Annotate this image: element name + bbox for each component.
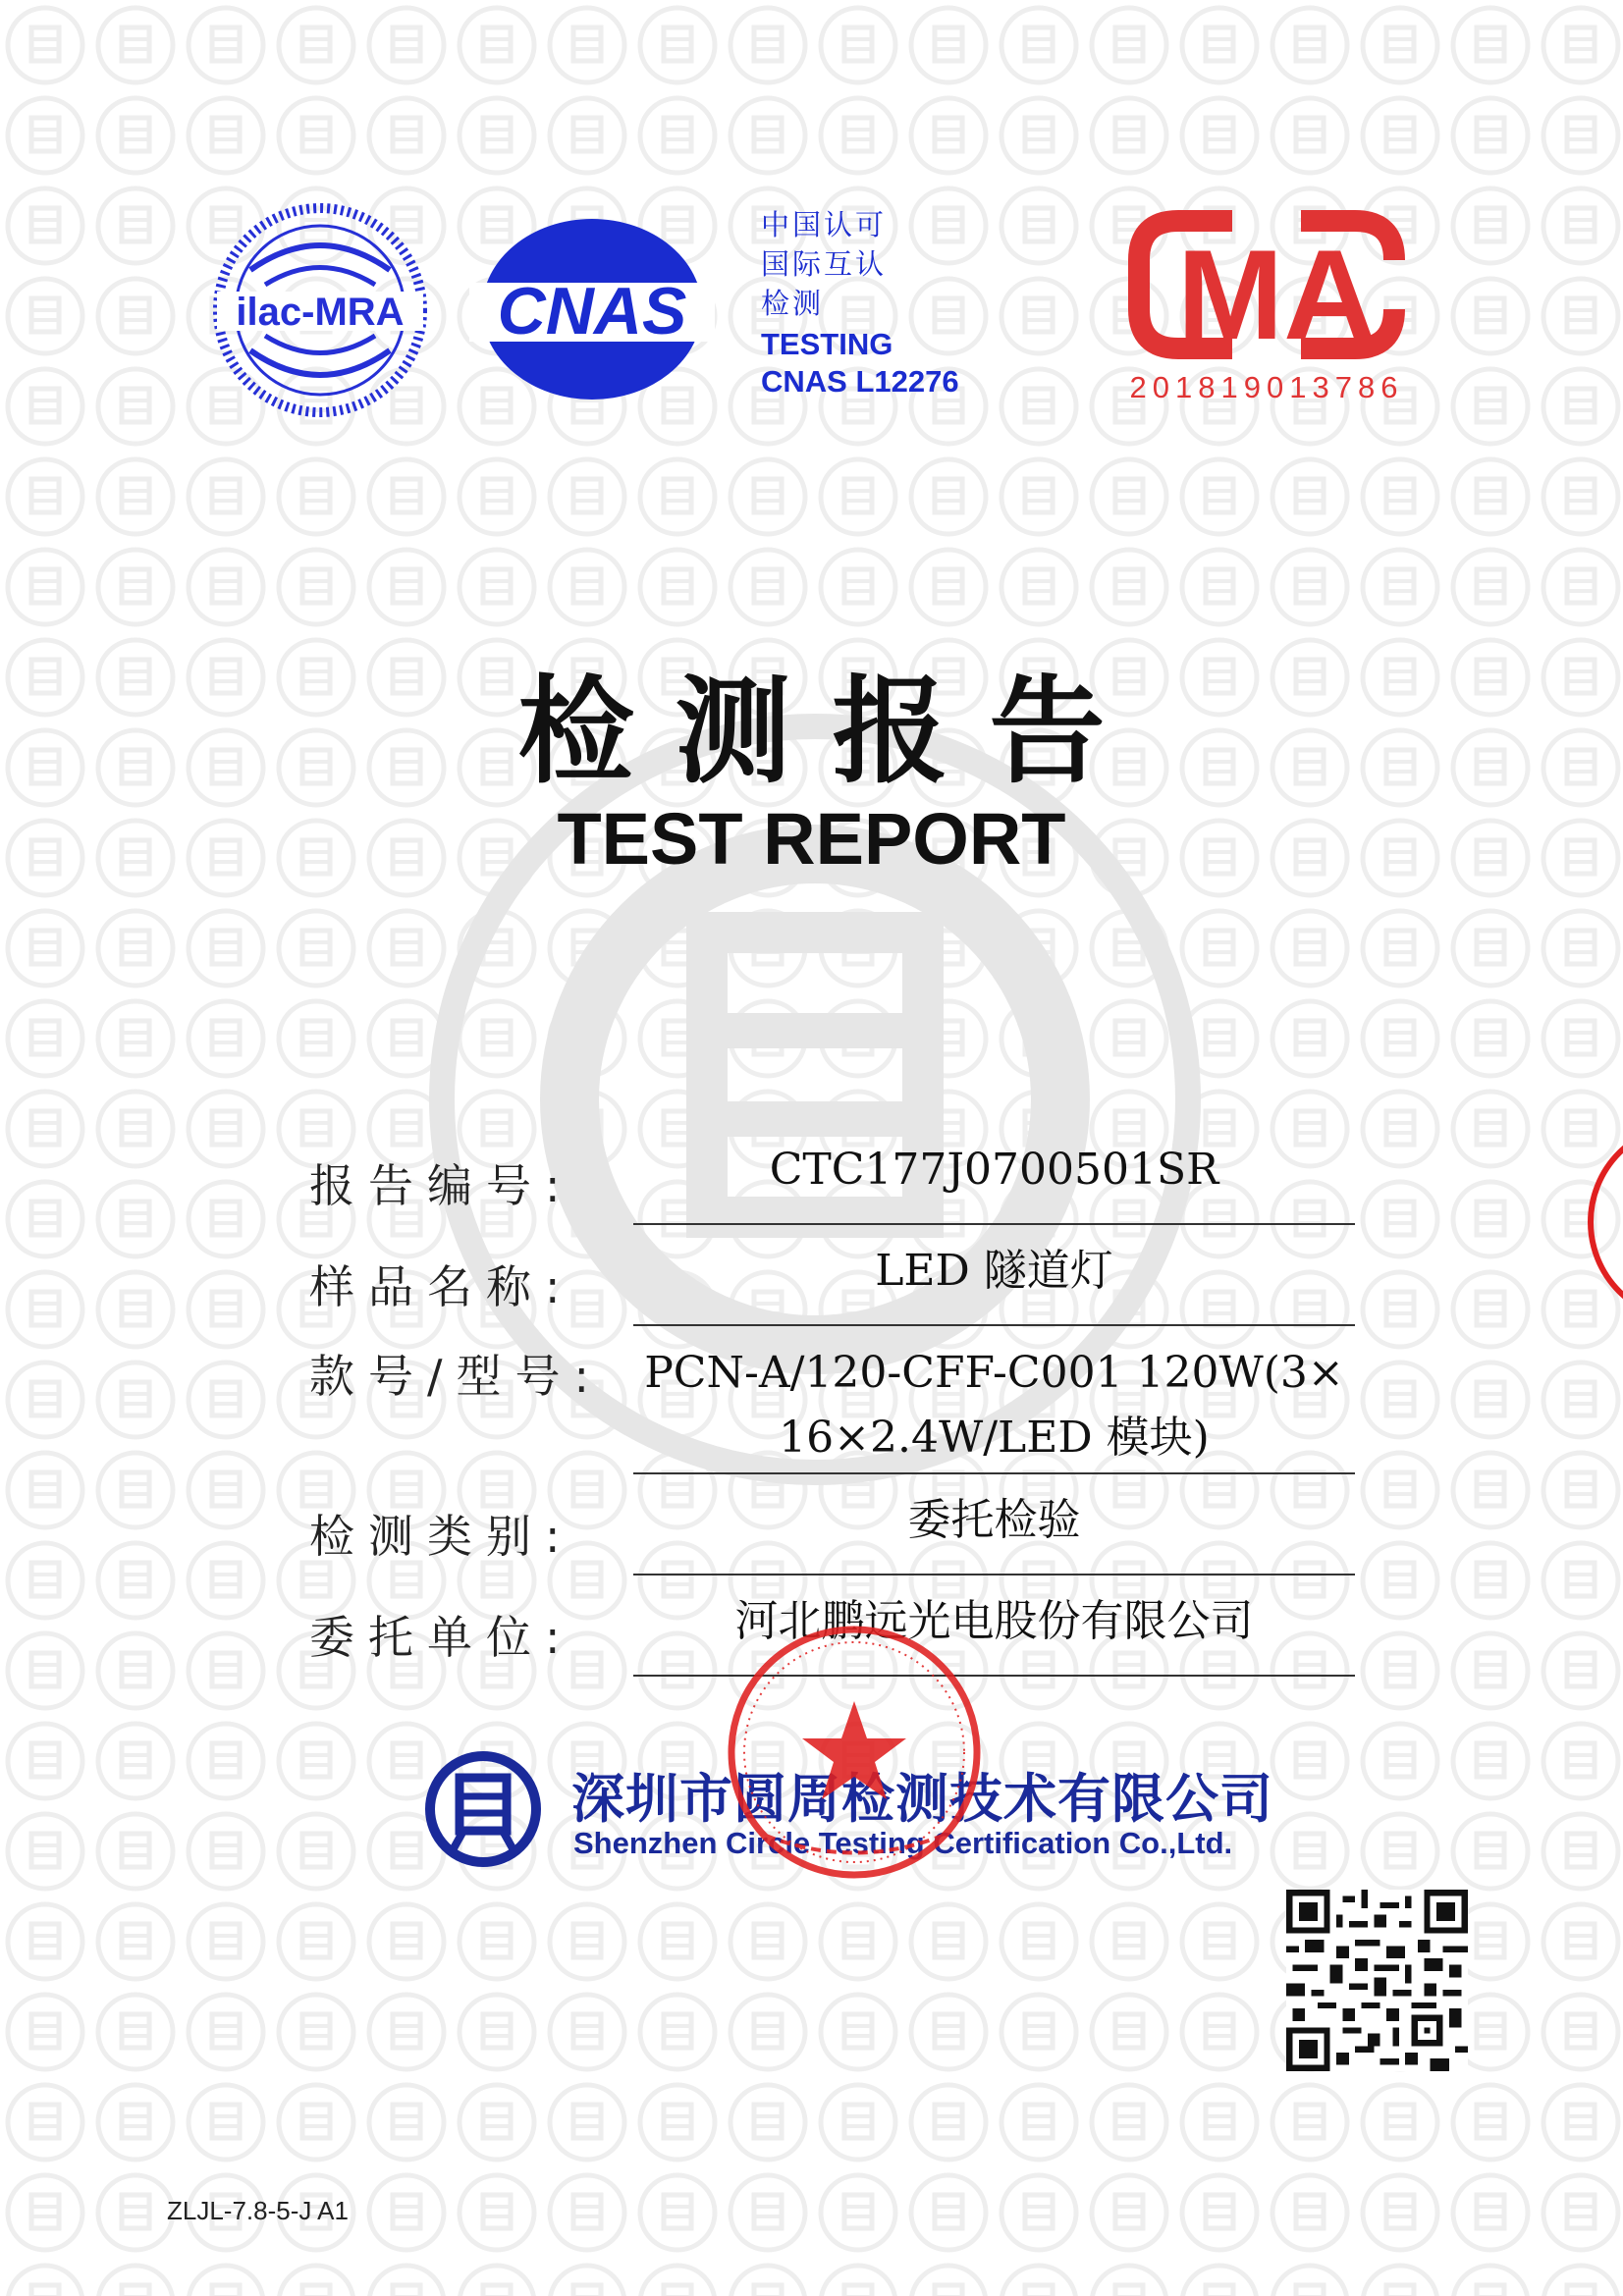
cnas-logo-text: CNAS	[497, 274, 687, 348]
info-label: 检测类别:	[309, 1510, 574, 1563]
ilac-logo-text: ilac-MRA	[236, 291, 405, 334]
cnas-testing: TESTING	[761, 327, 893, 361]
info-label: 样品名称:	[309, 1260, 574, 1313]
cnas-accreditation-text	[761, 208, 959, 400]
cma-number: 201819013786	[1129, 370, 1404, 404]
cma-logo-text: MA	[1176, 223, 1377, 366]
info-row-test-category	[309, 1489, 1360, 1575]
cnas-number: CNAS L12276	[761, 364, 959, 399]
report-title-en: TEST REPORT	[557, 798, 1066, 880]
company-logo-icon	[424, 1750, 542, 1868]
form-code: ZLJL-7.8-5-J A1	[167, 2196, 349, 2225]
info-value-line-1: PCN-A/120-CFF-C001 120W(3×	[644, 1348, 1344, 1398]
edge-seal-icon	[1581, 1119, 1623, 1325]
cnas-line-1: 中国认可	[761, 208, 888, 241]
official-seal-icon	[717, 1585, 992, 1909]
info-value: 委托检验	[633, 1489, 1355, 1575]
cnas-line-3: 检测	[761, 287, 825, 320]
qr-code-icon	[1286, 1890, 1468, 2071]
cnas-logo-icon	[469, 216, 715, 402]
company-name-en: Shenzhen Circle Testing Certification Co.,Ltd.	[573, 1826, 1233, 1860]
info-row-model	[309, 1341, 1360, 1474]
info-value-multiline	[633, 1341, 1355, 1474]
info-label: 款号/型号:	[309, 1350, 603, 1403]
info-row-report-number	[309, 1139, 1360, 1225]
company-name-zh: 深圳市圆周检测技术有限公司	[571, 1768, 1273, 1830]
info-row-sample-name	[309, 1240, 1360, 1326]
ilac-mra-logo-icon	[211, 201, 429, 419]
info-label: 委托单位:	[309, 1611, 574, 1664]
cma-logo-icon	[1119, 201, 1414, 398]
info-value: CTC177J0700501SR	[633, 1139, 1355, 1225]
info-value: LED 隧道灯	[633, 1240, 1355, 1326]
info-label: 报告编号:	[309, 1159, 574, 1212]
info-value: 河北鹏远光电股份有限公司	[633, 1590, 1355, 1677]
info-value-line-2: 16×2.4W/LED 模块)	[779, 1413, 1210, 1463]
cnas-line-2: 国际互认	[761, 247, 888, 281]
report-title-zh: 检测报告	[517, 664, 1147, 799]
